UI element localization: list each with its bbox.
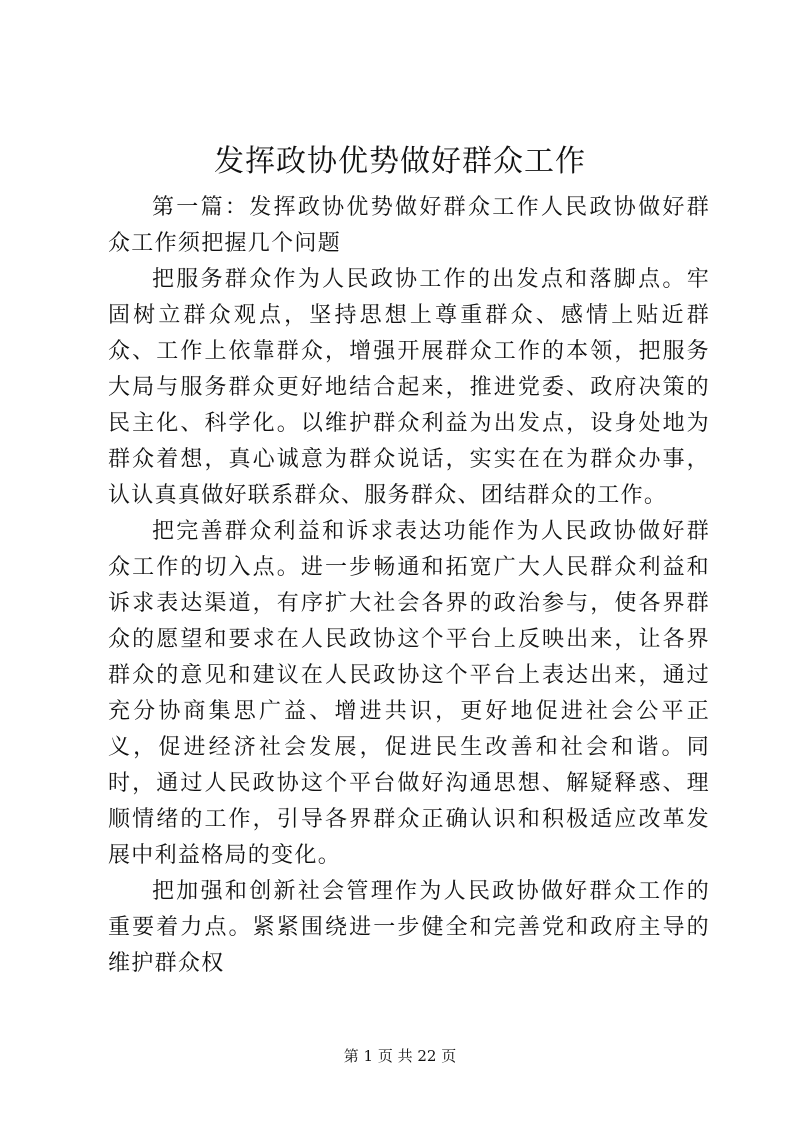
document-body — [108, 190, 710, 982]
page-number: 第 1 页 共 22 页 — [343, 1047, 457, 1065]
paragraph: 把服务群众作为人民政协工作的出发点和落脚点。牢固树立群众观点，坚持思想上尊重群众、感情上贴近群众、工作上依靠群众，增强开展群众工作的本领，把服务大局与服务群众更好地结合起来，推进党委、政府决策的民主化、科学化。以维护群众利益为出发点，设身处地为群众着想，真心诚意为群众说话，实实在在为群众办事，认认真真做好联系群众、服务群众、团结群众的工作。 — [108, 267, 710, 508]
document-title: 发挥政协优势做好群众工作 — [214, 144, 586, 179]
paragraph-heading: 第一篇：发挥政协优势做好群众工作人民政协做好群众工作须把握几个问题 — [108, 195, 710, 256]
paragraph: 把完善群众利益和诉求表达功能作为人民政协做好群众工作的切入点。进一步畅通和拓宽广大人民群众利益和诉求表达渠道，有序扩大社会各界的政治参与，使各界群众的愿望和要求在人民政协这个平台上反映出来，让各界群众的意见和建议在人民政协这个平台上表达出来，通过充分协商集思广益、增进共识，更好地促进社会公平正义，促进经济社会发展，促进民生改善和社会和谐。同时，通过人民政协这个平台做好沟通思想、解疑释惑、理顺情绪的工作，引导各界群众正确认识和积极适应改革发展中利益格局的变化。 — [108, 519, 710, 868]
page-footer — [0, 1046, 800, 1066]
paragraph: 把加强和创新社会管理作为人民政协做好群众工作的重要着力点。紧紧围绕进一步健全和完善党和政府主导的维护群众权 — [108, 879, 710, 976]
